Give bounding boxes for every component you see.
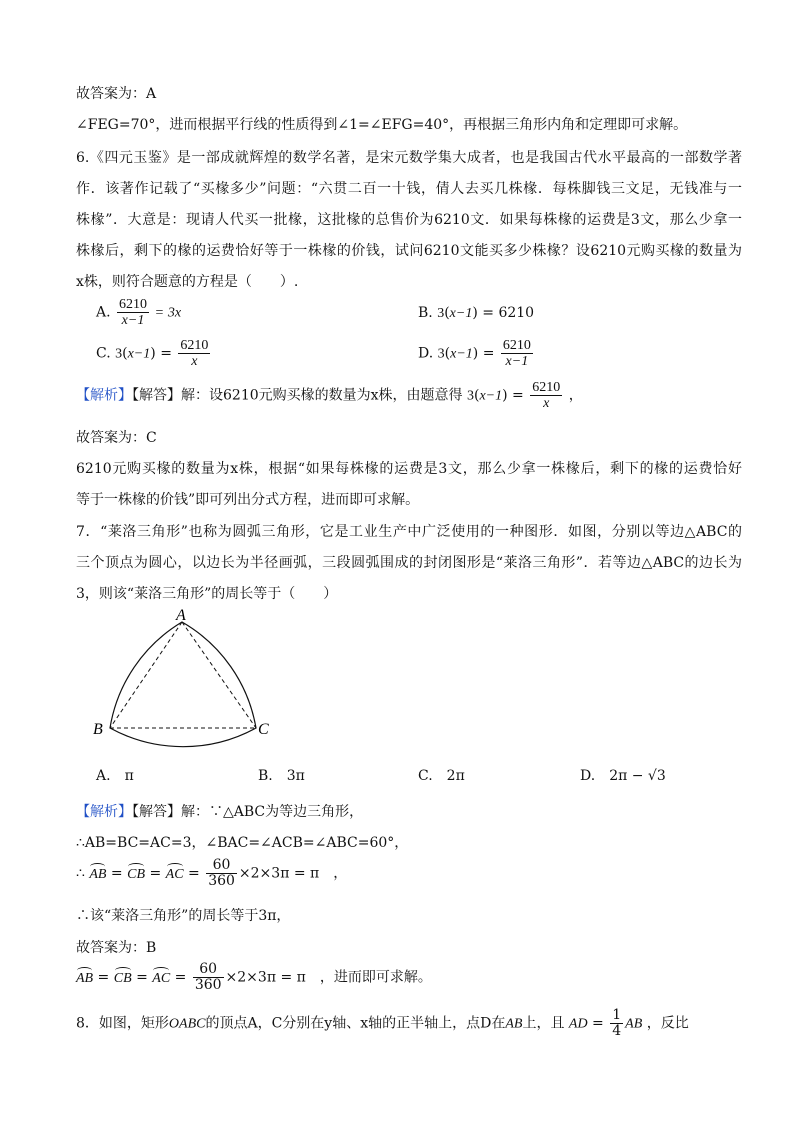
fraction: $\frac{6210}{x}$ (532, 380, 561, 411)
q7-option-d: D. 2π − √3 (580, 768, 666, 784)
solution-tag: 【解答】 (132, 387, 181, 404)
analysis-tag: 【解析】 (76, 804, 132, 820)
q7-analysis: AB = CB = AC = $\frac{60}{360}$ ×2×3π = π ，进而即可求解。 (76, 961, 432, 993)
q6-option-d: D. 3(x−1) = $\frac{6210}{x-1}$ (418, 338, 531, 369)
vertex-label-b: B (93, 721, 103, 738)
arc-ab: AB (76, 970, 94, 986)
vertex-label-a: A (176, 608, 186, 624)
q5-answer: 故答案为：A (76, 86, 157, 102)
arc-cb: CB (113, 970, 132, 986)
q7-solution-line1: 【解析】【解答】解：∵△ABC为等边三角形， (76, 804, 364, 820)
reuleaux-triangle-figure (88, 608, 288, 748)
option-label: D. (418, 345, 434, 362)
arc-ac: AC (152, 970, 171, 986)
q7-answer: 故答案为：B (76, 940, 157, 956)
solution-tag: 【解答】 (132, 804, 181, 820)
q7-solution-line4: ∴该“莱洛三角形”的周长等于3π， (76, 908, 291, 924)
analysis-tag: 【解析】 (76, 387, 132, 404)
q6-analysis-line2: 等于一株椽的价钱”即可列出分式方程，进而即可求解。 (76, 492, 420, 508)
arc-ac: AC (165, 866, 184, 882)
fraction: $\frac{6210}{x}$ (180, 338, 209, 369)
q7-option-a: A. π (96, 768, 134, 784)
q6-stem-line1: 6.《四元玉鉴》是一部成就辉煌的数学名著，是宋元数学集大成者，也是我国古代水平最高的一部数学著 (76, 150, 742, 166)
q7-option-c: C. 2π (418, 768, 465, 784)
option-label: C. (96, 345, 111, 362)
fraction: $\frac{1}{4}$ (612, 1007, 622, 1039)
vertex-label-c: C (258, 721, 269, 738)
option-label: A. (96, 304, 111, 321)
dashed-side-ac (182, 622, 256, 728)
q7-option-b: B. 3π (258, 768, 305, 784)
q7-solution-line3: ∴ AB = CB = AC = $\frac{60}{360}$ ×2×3π = π ， (76, 857, 348, 889)
option-label: B. (418, 305, 433, 321)
q8-stem-line1: 8．如图，矩形OABC的顶点A，C分别在y轴、x轴的正半轴上，点D在AB上，且 AD = $\frac{1}{4}$ AB ，反比 (76, 1007, 689, 1039)
q7-stem-line3: 3，则该“莱洛三角形”的周长等于（ ） (76, 586, 338, 602)
fraction: $\frac{60}{360}$ (208, 857, 235, 889)
q7-solution-line2: ∴AB=BC=AC=3，∠BAC=∠ACB=∠ABC=60°， (76, 835, 409, 851)
q7-stem-line2: 三个顶点为圆心，以边长为半径画弧，三段圆弧围成的封闭图形是“莱洛三角形”．若等边△ABC的边长为 (76, 555, 742, 571)
q6-stem-line3: 株椽”．大意是：现请人代买一批椽，这批椽的总售价为6210文．如果每株椽的运费是3文，那么少拿一 (76, 212, 742, 228)
q6-option-b: B. 3(x−1) = 6210 (418, 305, 535, 321)
q6-stem-line2: 作．该著作记载了“买椽多少”问题：“六贯二百一十钱，倩人去买几株椽．每株脚钱三文足，无钱准与一 (76, 181, 742, 197)
fraction: $\frac{6210}{x-1}$ (119, 297, 148, 328)
q6-stem-line4: 株椽后，剩下的椽的运费恰好等于一株椽的价钱，试问6210文能买多少株椽？设6210元购买椽的数量为 (76, 243, 742, 259)
arc-cb: CB (127, 866, 146, 882)
q5-analysis: ∠FEG=70°，进而根据平行线的性质得到∠1=∠EFG=40°，再根据三角形内角和定理即可求解。 (76, 117, 688, 133)
q6-analysis-line1: 6210元购买椽的数量为x株，根据“如果每株椽的运费是3文，那么少拿一株椽后，剩下的椽的运费恰好 (76, 461, 742, 477)
q6-option-a: A. $\frac{6210}{x-1}$ = 3x (96, 297, 182, 328)
q7-stem-line1: 7．“莱洛三角形”也称为圆弧三角形，它是工业生产中广泛使用的一种图形．如图，分别以等边△ABC的 (76, 524, 742, 540)
fraction: $\frac{6210}{x-1}$ (502, 338, 531, 369)
q6-solution: 【解析】【解答】解：设6210元购买椽的数量为x株，由题意得 3(x−1) = $\frac{6210}{x}$ ， (76, 380, 583, 411)
arc-ab: AB (89, 866, 107, 882)
dashed-side-ab (110, 622, 182, 728)
q6-stem-line5: x株，则符合题意的方程是（ ）. (76, 274, 299, 290)
q6-answer: 故答案为：C (76, 430, 157, 446)
q6-option-c: C. 3(x−1) = $\frac{6210}{x}$ (96, 338, 209, 369)
fraction: $\frac{60}{360}$ (194, 961, 222, 993)
